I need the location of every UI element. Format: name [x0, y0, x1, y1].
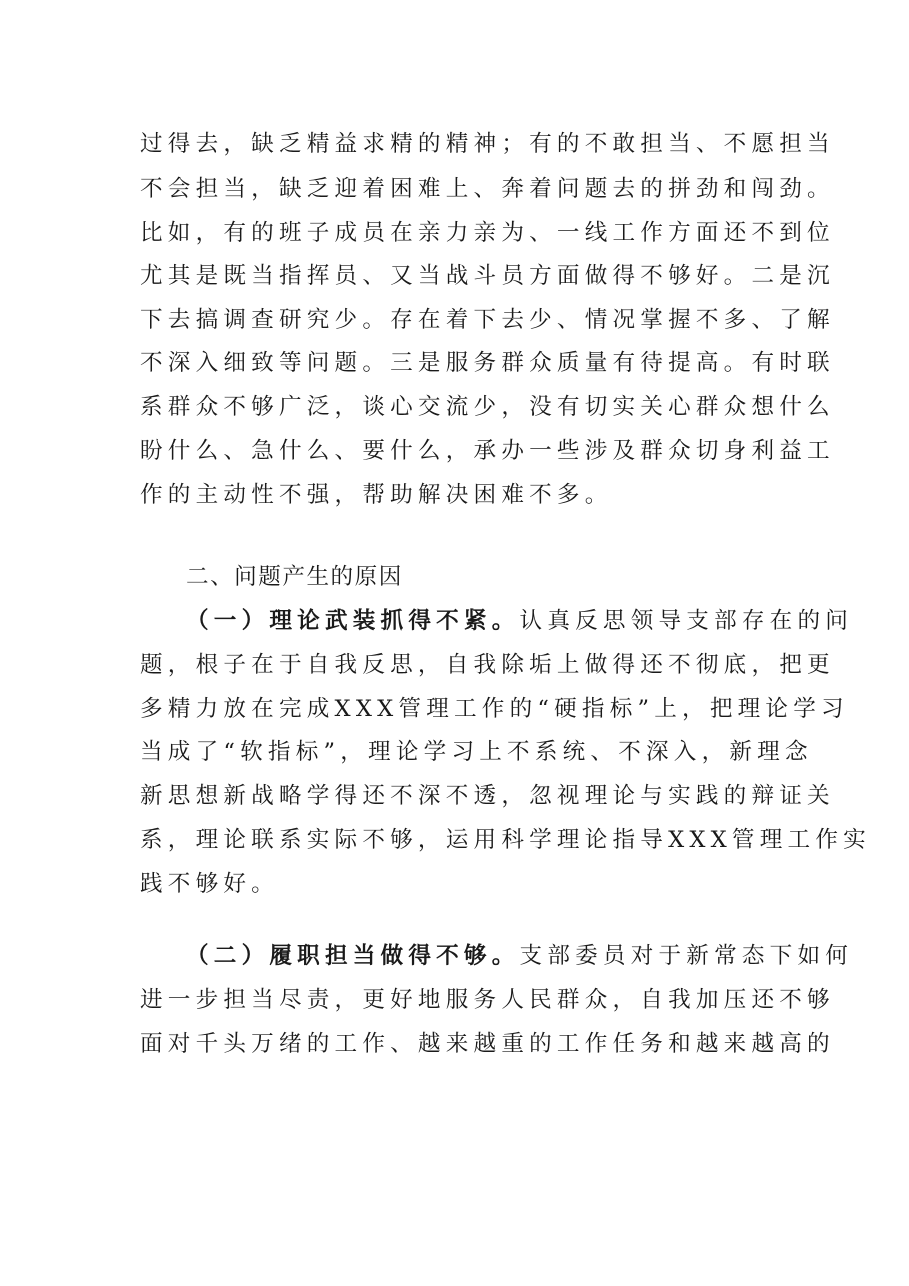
paragraph-line: 盼什么、急什么、要什么，承办一些涉及群众切身利益工: [140, 438, 835, 464]
paragraph-line: 进一步担当尽责，更好地服务人民群众，自我加压还不够: [140, 987, 835, 1013]
paragraph-first-line-text: 认真反思领导支部存在的问: [519, 608, 854, 634]
paragraph-line: 新思想新战略学得还不深不透，忽视理论与实践的辩证关: [140, 783, 835, 809]
paragraph-line: 当成了“软指标”，理论学习上不系统、不深入，新理念: [140, 739, 813, 765]
section-heading: 二、问题产生的原因: [186, 564, 403, 590]
paragraph-first-line: [186, 601, 854, 641]
paragraph-line: 过得去，缺乏精益求精的精神；有的不敢担当、不愿担当: [140, 131, 835, 157]
paragraph-first-line: [186, 936, 854, 976]
paragraph-line: 系，理论联系实际不够，运用科学理论指导XXX管理工作实: [140, 827, 871, 853]
paragraph-line: 践不够好。: [140, 871, 279, 897]
paragraph-bold-lead: （二）履职担当做得不够。: [186, 943, 520, 969]
paragraph-line: 不会担当，缺乏迎着困难上、奔着问题去的拼劲和闯劲。: [140, 176, 835, 202]
paragraph-line: 系群众不够广泛，谈心交流少，没有切实关心群众想什么: [140, 394, 835, 420]
paragraph-line: 作的主动性不强，帮助解决困难不多。: [140, 482, 613, 508]
paragraph-line: 比如，有的班子成员在亲力亲为、一线工作方面还不到位: [140, 220, 835, 246]
paragraph-line: 多精力放在完成XXX管理工作的“硬指标”上，把理论学习: [140, 696, 849, 722]
paragraph-first-line-text: 支部委员对于新常态下如何: [519, 943, 854, 969]
paragraph-line: 面对千头万绪的工作、越来越重的工作任务和越来越高的: [140, 1031, 835, 1057]
paragraph-line: 不深入细致等问题。三是服务群众质量有待提高。有时联: [140, 350, 835, 376]
paragraph-bold-lead: （一）理论武装抓得不紧。: [186, 608, 520, 634]
paragraph-line: 尤其是既当指挥员、又当战斗员方面做得不够好。二是沉: [140, 263, 835, 289]
paragraph-line: 下去搞调查研究少。存在着下去少、情况掌握不多、了解: [140, 307, 835, 333]
paragraph-line: 题，根子在于自我反思，自我除垢上做得还不彻底，把更: [140, 652, 835, 678]
